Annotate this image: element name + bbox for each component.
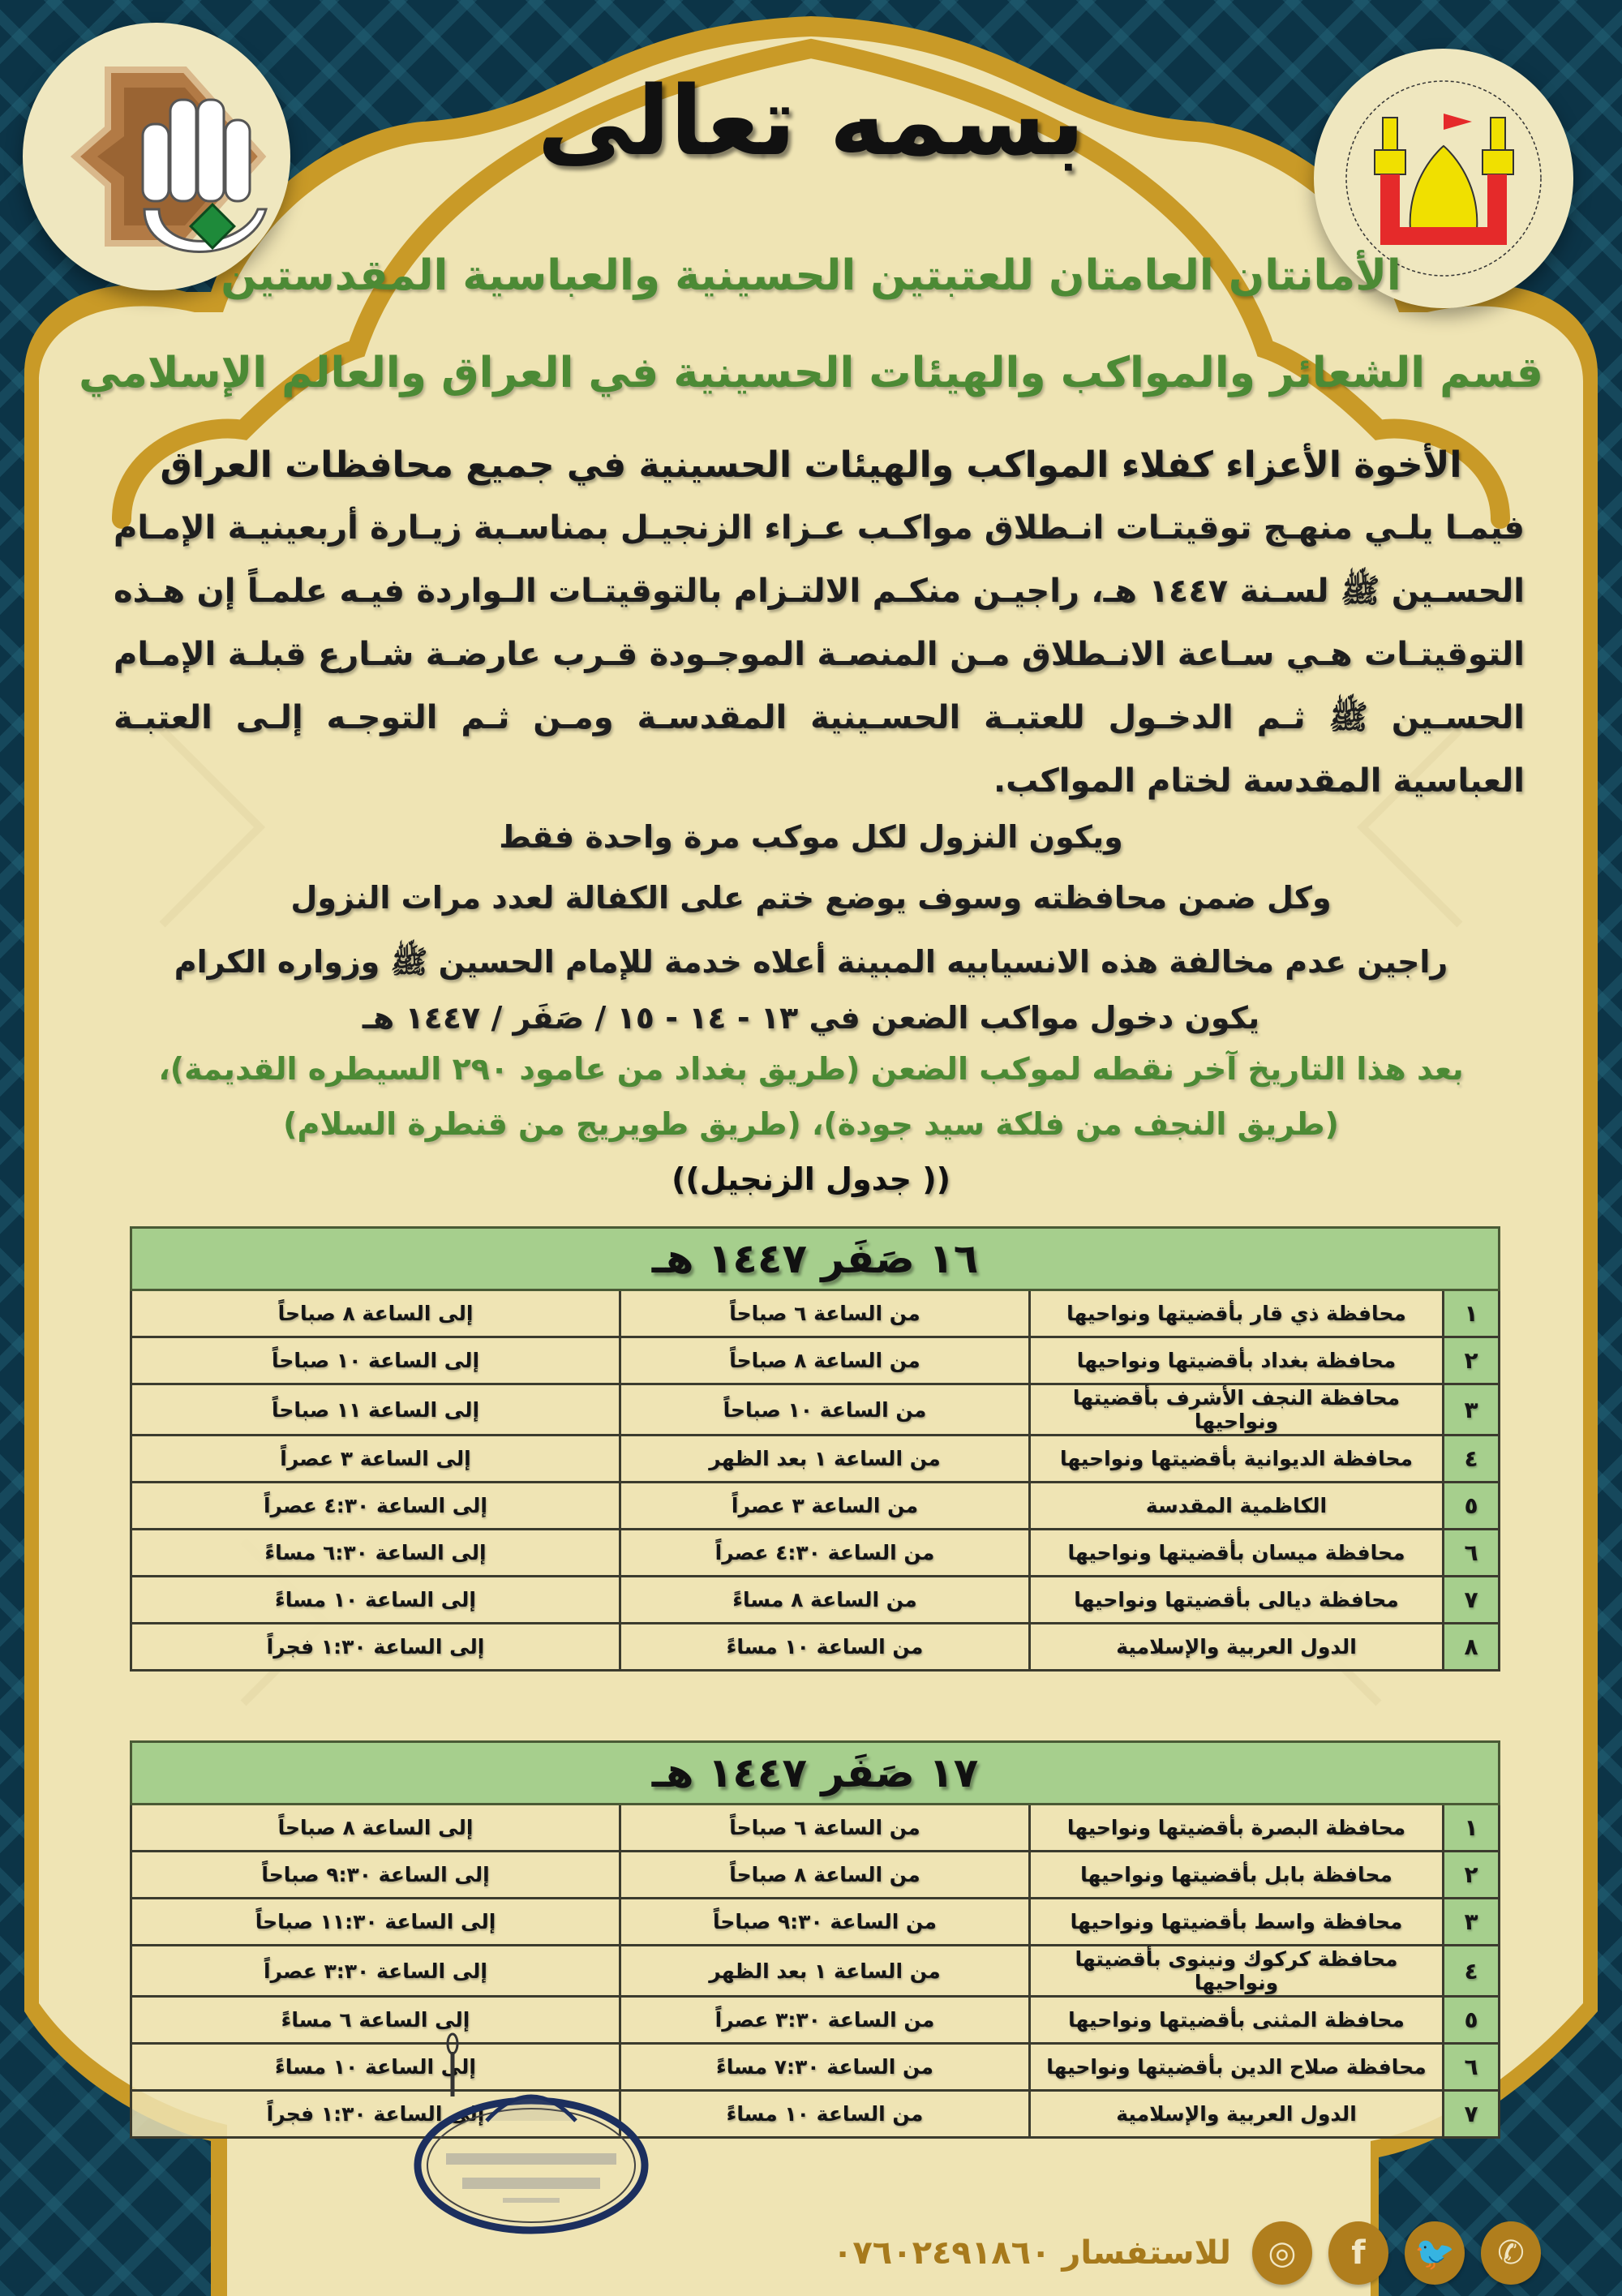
phone-number[interactable]: ٠٧٦٠٢٤٩١٨٦٠ — [832, 2234, 1051, 2272]
row-number: ٨ — [1444, 1624, 1500, 1671]
row-number: ١ — [1444, 1805, 1500, 1852]
table-row — [131, 2044, 1500, 2091]
start-time-cell: من الساعة ١٠ مساءً — [620, 1624, 1030, 1671]
row-number: ٦ — [1444, 1530, 1500, 1577]
start-time-cell: من الساعة ١ بعد الظهر — [620, 1946, 1030, 1997]
start-time-cell: من الساعة ٤:٣٠ عصراً — [620, 1530, 1030, 1577]
start-time-cell: من الساعة ٦ صباحاً — [620, 1805, 1030, 1852]
end-time-cell: إلى الساعة ٨ صباحاً — [131, 1290, 620, 1337]
table-row — [131, 1436, 1500, 1483]
end-time-cell: إلى الساعة ٩:٣٠ صباحاً — [131, 1852, 620, 1899]
table-date-header: ١٧ صَفَر ١٤٤٧ هـ — [131, 1742, 1500, 1805]
route-note-line-2: (طريق النجف من فلكة سيد جودة)، (طريق طويريج من قنطرة السلام) — [283, 1106, 1339, 1142]
start-time-cell: من الساعة ٨ صباحاً — [620, 1852, 1030, 1899]
schedule-table-day-16 — [130, 1226, 1500, 1672]
row-number: ٧ — [1444, 2091, 1500, 2138]
place-cell: محافظة البصرة بأقضيتها ونواحيها — [1030, 1805, 1444, 1852]
instagram-icon[interactable]: ◎ — [1252, 2221, 1312, 2285]
table-date-header: ١٦ صَفَر ١٤٤٧ هـ — [131, 1228, 1500, 1290]
place-cell: محافظة بغداد بأقضيتها ونواحيها — [1030, 1337, 1444, 1384]
place-cell: محافظة المثنى بأقضيتها ونواحيها — [1030, 1997, 1444, 2044]
start-time-cell: من الساعة ٨ مساءً — [620, 1577, 1030, 1624]
end-time-cell: إلى الساعة ١٠ مساءً — [131, 1577, 620, 1624]
table-row — [131, 1290, 1500, 1337]
table-row — [131, 1997, 1500, 2044]
row-number: ٥ — [1444, 1997, 1500, 2044]
start-time-cell: من الساعة ٣ عصراً — [620, 1483, 1030, 1530]
salutation: الأخوة الأعزاء كفلاء المواكب والهيئات الحسينية في جميع محافظات العراق — [160, 444, 1462, 486]
place-cell: الدول العربية والإسلامية — [1030, 1624, 1444, 1671]
start-time-cell: من الساعة ١٠ صباحاً — [620, 1384, 1030, 1436]
place-cell: محافظة واسط بأقضيتها ونواحيها — [1030, 1899, 1444, 1946]
table-row — [131, 1624, 1500, 1671]
table-row — [131, 1384, 1500, 1436]
start-time-cell: من الساعة ٣:٣٠ عصراً — [620, 1997, 1030, 2044]
start-time-cell: من الساعة ١ بعد الظهر — [620, 1436, 1030, 1483]
end-time-cell: إلى الساعة ٤:٣٠ عصراً — [131, 1483, 620, 1530]
end-time-cell: إلى الساعة ١١:٣٠ صباحاً — [131, 1899, 620, 1946]
official-stamp — [410, 2032, 653, 2234]
twitter-icon[interactable]: 🐦 — [1405, 2221, 1465, 2285]
row-number: ٣ — [1444, 1384, 1500, 1436]
start-time-cell: من الساعة ٧:٣٠ مساءً — [620, 2044, 1030, 2091]
start-time-cell: من الساعة ٩:٣٠ صباحاً — [620, 1899, 1030, 1946]
end-time-cell: إلى الساعة ٨ صباحاً — [131, 1805, 620, 1852]
schedule-table-day-17 — [130, 1740, 1500, 2139]
route-note-line-1: بعد هذا التاريخ آخر نقطه لموكب الضعن (طريق بغداد من عامود ٢٩٠ السيطره القديمة)، — [158, 1051, 1464, 1087]
org-heading: الأمانتان العامتان للعتبتين الحسينية والعباسية المقدستين — [221, 251, 1401, 300]
contact-label: للاستفسار — [1062, 2234, 1231, 2272]
request-line: راجين عدم مخالفة هذه الانسيابيه المبينة أعلاه خدمة للإمام الحسين ﷺ وزواره الكرام — [174, 944, 1448, 980]
contact-info — [833, 2234, 1231, 2272]
table-row — [131, 1337, 1500, 1384]
page-title: بسمه تعالى — [537, 65, 1085, 177]
department-heading: قسم الشعائر والمواكب والهيئات الحسينية في العراق والعالم الإسلامي — [79, 349, 1543, 397]
table-row — [131, 1483, 1500, 1530]
table-row — [131, 2091, 1500, 2138]
place-cell: الكاظمية المقدسة — [1030, 1483, 1444, 1530]
end-time-cell: إلى الساعة ١:٣٠ فجراً — [131, 2091, 620, 2138]
place-cell: محافظة النجف الأشرف بأقضيتها ونواحيها — [1030, 1384, 1444, 1436]
end-time-cell: إلى الساعة ١٠ صباحاً — [131, 1337, 620, 1384]
table-row — [131, 1852, 1500, 1899]
end-time-cell: إلى الساعة ٣:٣٠ عصراً — [131, 1946, 620, 1997]
table-row — [131, 1946, 1500, 1997]
table-caption: (( جدول الزنجيل)) — [672, 1161, 950, 1197]
row-number: ٦ — [1444, 2044, 1500, 2091]
row-number: ٥ — [1444, 1483, 1500, 1530]
row-number: ٢ — [1444, 1852, 1500, 1899]
once-only-line: ويكون النزول لكل موكب مرة واحدة فقط — [499, 819, 1123, 855]
dhaen-dates-line: يكون دخول مواكب الضعن في ١٣ - ١٤ - ١٥ / صَفَر / ١٤٤٧ هـ — [362, 1000, 1260, 1036]
start-time-cell: من الساعة ٨ صباحاً — [620, 1337, 1030, 1384]
table-row — [131, 1577, 1500, 1624]
end-time-cell: إلى الساعة ١١ صباحاً — [131, 1384, 620, 1436]
row-number: ٣ — [1444, 1899, 1500, 1946]
place-cell: محافظة الديوانية بأقضيتها ونواحيها — [1030, 1436, 1444, 1483]
stamp-line: وكل ضمن محافظته وسوف يوضع ختم على الكفالة لعدد مرات النزول — [290, 880, 1332, 916]
place-cell: محافظة ديالى بأقضيتها ونواحيها — [1030, 1577, 1444, 1624]
table-row — [131, 1805, 1500, 1852]
place-cell: محافظة ميسان بأقضيتها ونواحيها — [1030, 1530, 1444, 1577]
end-time-cell: إلى الساعة ١:٣٠ فجراً — [131, 1624, 620, 1671]
letter-paragraph: فيمـا يلـي منهـج توقيتـات انـطلاق مواكـب عـزاء الزنجيـل بمناسـبة زيـارة أربعينيـة الإمـام الحسـين ﷺ لسـنة ١٤٤٧ هـ، راجيـن منكـم الالتـزام بالتوقيتـات الـواردة فيـه علمـاً إن هـذه التوقيتـات هـي سـاعة الانـطلاق مـن المنصـة الموجـودة قـرب عارضـة شـارع قبلـة الإمـام الحسـين ﷺ ثـم الدخـول للعتبـة الحسـينية المقدسـة ومـن ثـم التوجـه إلـى العتبـة العباسية المقدسة لختام المواكب. — [114, 509, 1525, 800]
place-cell: محافظة ذي قار بأقضيتها ونواحيها — [1030, 1290, 1444, 1337]
place-cell: محافظة كركوك ونينوى بأقضيتها ونواحيها — [1030, 1946, 1444, 1997]
row-number: ٢ — [1444, 1337, 1500, 1384]
place-cell: محافظة بابل بأقضيتها ونواحيها — [1030, 1852, 1444, 1899]
end-time-cell: إلى الساعة ٦:٣٠ مساءً — [131, 1530, 620, 1577]
table-row — [131, 1899, 1500, 1946]
row-number: ٧ — [1444, 1577, 1500, 1624]
table-row — [131, 1530, 1500, 1577]
row-number: ٤ — [1444, 1946, 1500, 1997]
contact-bar — [730, 2221, 1541, 2285]
row-number: ٤ — [1444, 1436, 1500, 1483]
row-number: ١ — [1444, 1290, 1500, 1337]
whatsapp-icon[interactable]: ✆ — [1481, 2221, 1541, 2285]
start-time-cell: من الساعة ١٠ مساءً — [620, 2091, 1030, 2138]
end-time-cell: إلى الساعة ٣ عصراً — [131, 1436, 620, 1483]
place-cell: محافظة صلاح الدين بأقضيتها ونواحيها — [1030, 2044, 1444, 2091]
place-cell: الدول العربية والإسلامية — [1030, 2091, 1444, 2138]
start-time-cell: من الساعة ٦ صباحاً — [620, 1290, 1030, 1337]
end-time-cell: إلى الساعة ١٠ مساءً — [131, 2044, 620, 2091]
facebook-icon[interactable]: f — [1328, 2221, 1388, 2285]
end-time-cell: إلى الساعة ٦ مساءً — [131, 1997, 620, 2044]
